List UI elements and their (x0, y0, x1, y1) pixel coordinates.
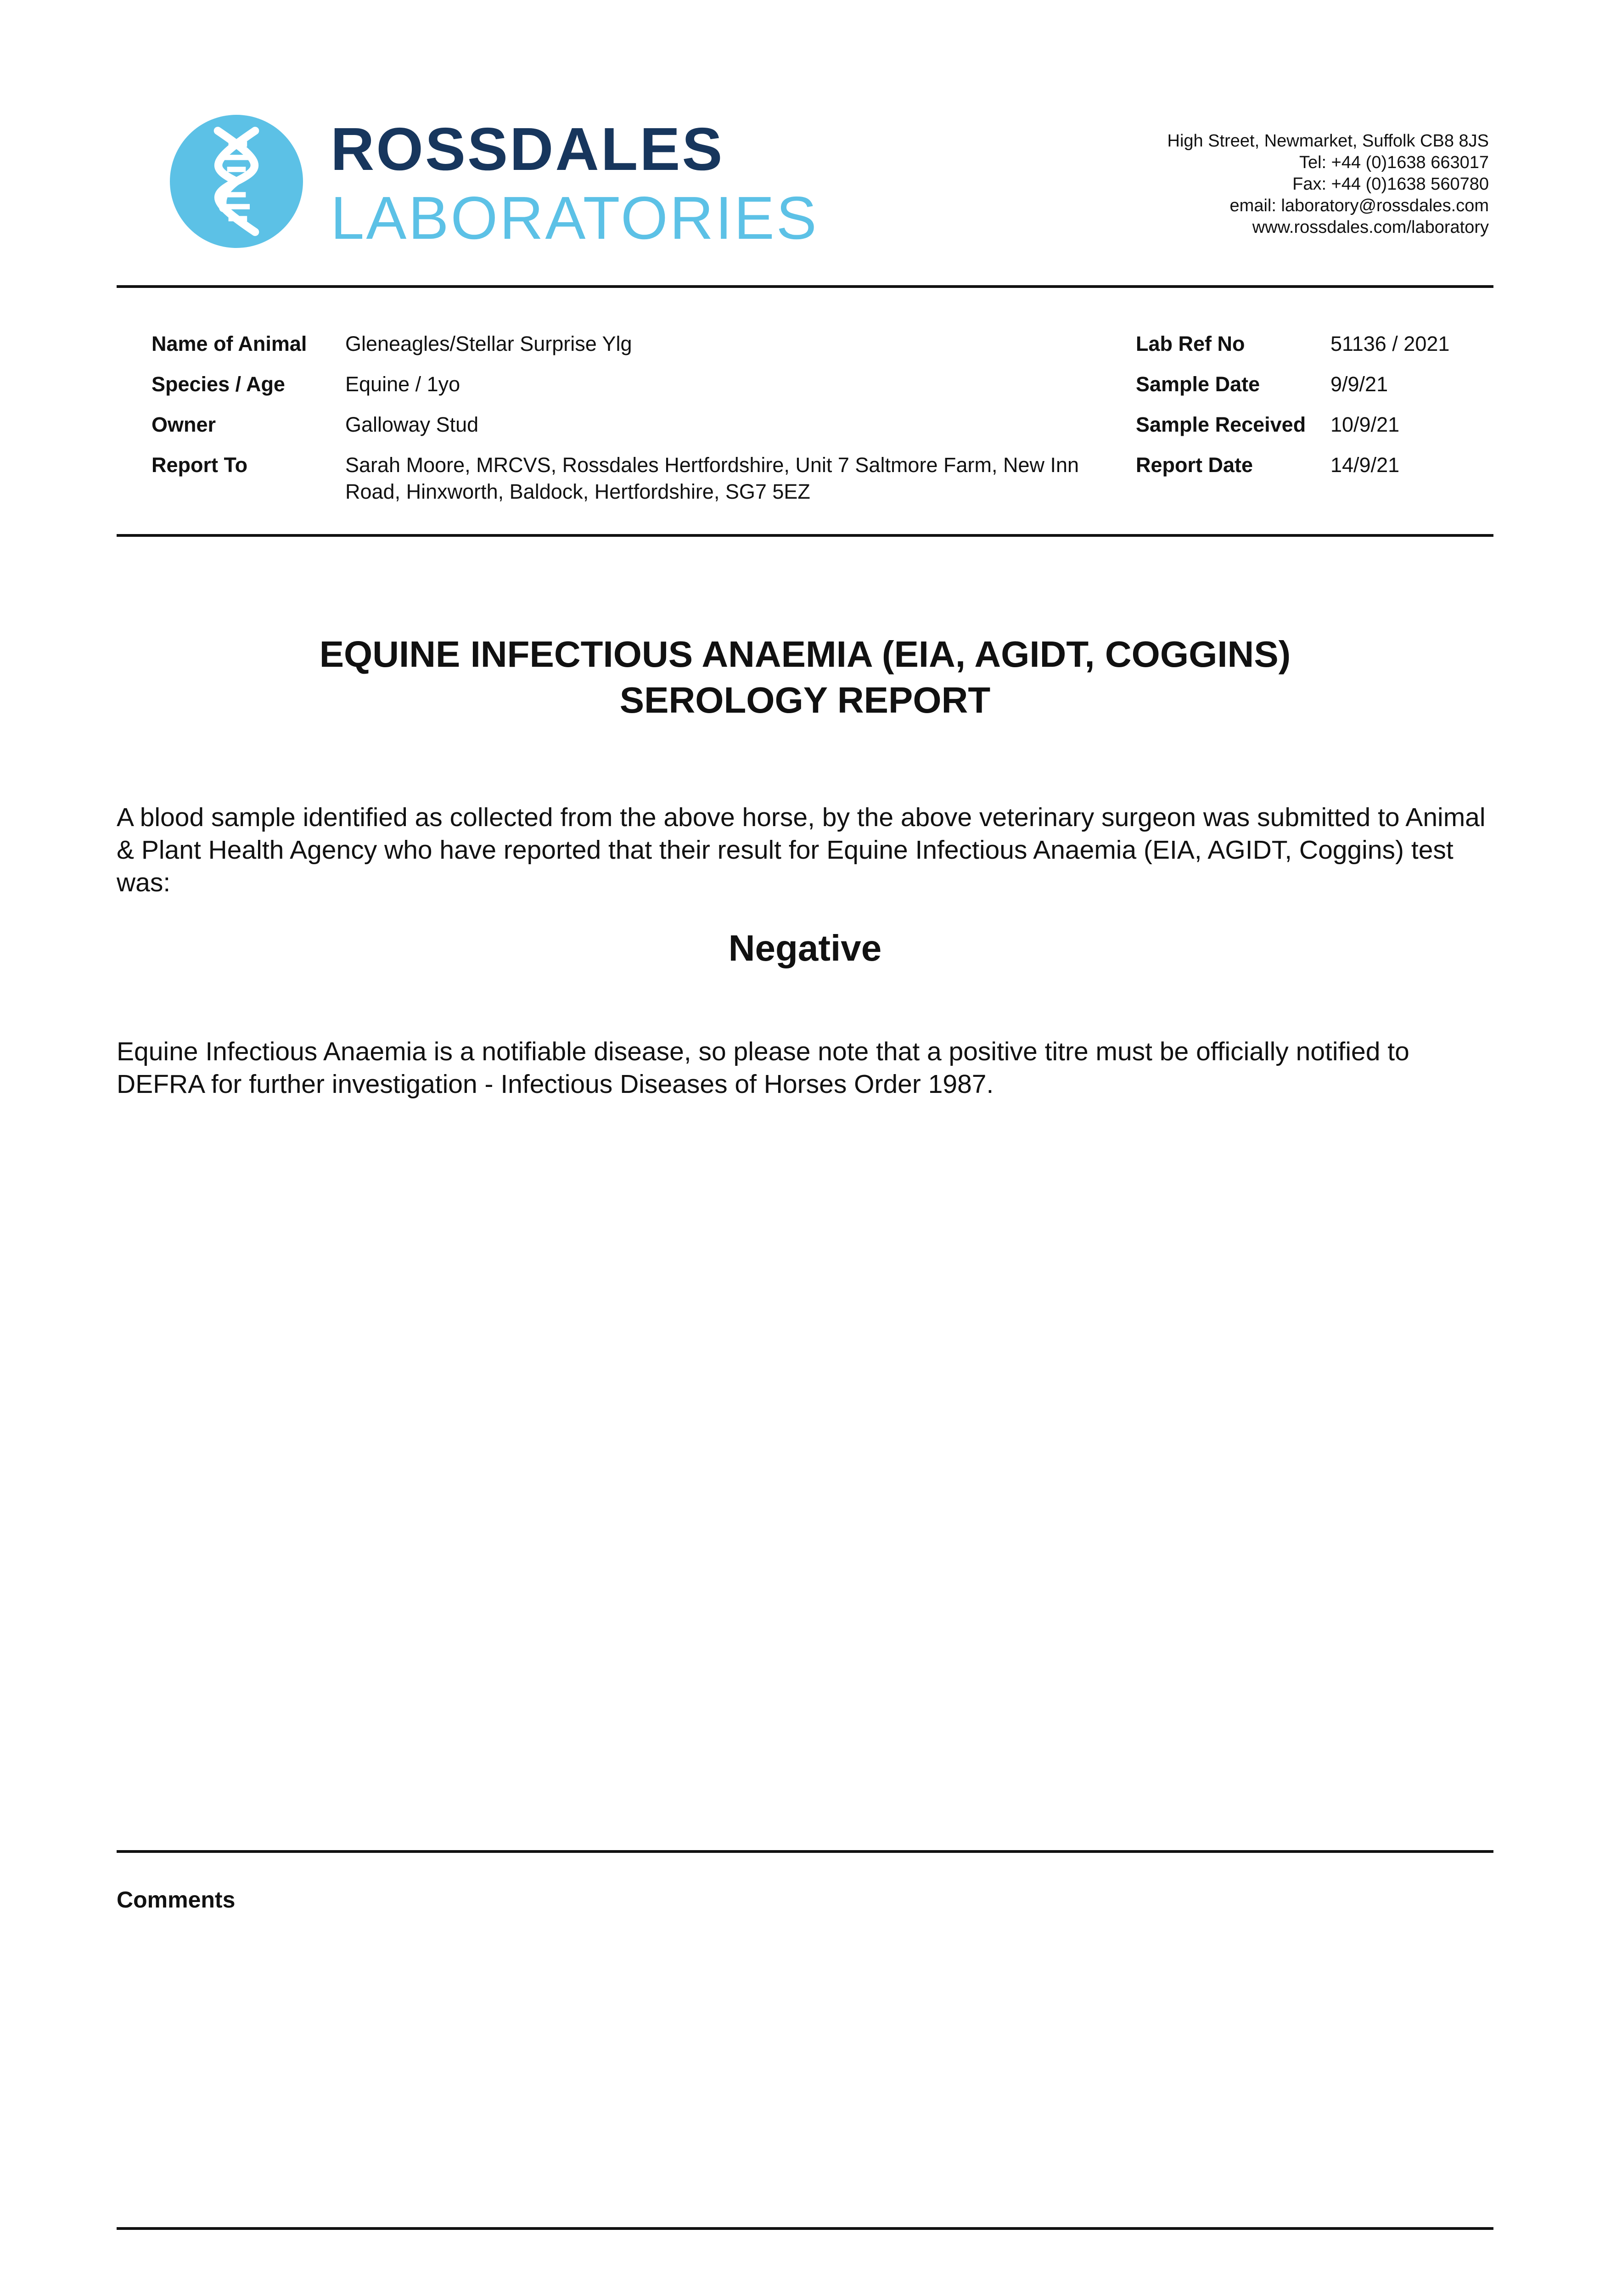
detail-label: Sample Received (1136, 413, 1306, 436)
detail-row-species (152, 371, 1120, 411)
address-website: www.rossdales.com/laboratory (1252, 218, 1489, 237)
detail-row-name (152, 331, 1120, 371)
brand-wordmark (331, 115, 819, 253)
brand-name: ROSSDALES (331, 115, 724, 183)
detail-label: Report Date (1136, 453, 1253, 477)
footer-divider (117, 2227, 1493, 2230)
detail-label: Name of Animal (152, 332, 307, 355)
animal-details (152, 331, 1120, 505)
report-intro: A blood sample identified as collected from the above horse, by the above veterinary surgeon was submitted to Animal & Plant Health Agency who have reported that their result for Equine Infectious Anaemia (EIA, AGIDT, Coggins) test was: (117, 803, 1486, 897)
detail-label: Sample Date (1136, 372, 1260, 396)
report-title (117, 631, 1493, 723)
address-email: email: laboratory@rossdales.com (1229, 196, 1489, 215)
detail-row-report-to (152, 452, 1120, 505)
detail-value: 51136 / 2021 (1330, 332, 1450, 355)
address-fax: Fax: +44 (0)1638 560780 (1292, 174, 1489, 194)
detail-value: Sarah Moore, MRCVS, Rossdales Hertfordshire, Unit 7 Saltmore Farm, New Inn Road, Hinxworth, Baldock, Hertfordshire, SG7 5EZ (345, 453, 1079, 503)
address-street: High Street, Newmarket, Suffolk CB8 8JS (1167, 131, 1489, 151)
lab-address (1167, 130, 1489, 238)
comments-label: Comments (117, 1887, 236, 1913)
detail-row-lab-ref (1136, 331, 1485, 371)
detail-value: Equine / 1yo (345, 372, 460, 396)
details-divider (117, 534, 1493, 537)
detail-value: 10/9/21 (1330, 413, 1400, 436)
detail-label: Report To (152, 453, 248, 477)
test-result: Negative (728, 928, 882, 968)
comments-divider (117, 1850, 1493, 1853)
detail-label: Species / Age (152, 372, 285, 396)
detail-value: Galloway Stud (345, 413, 479, 436)
address-tel: Tel: +44 (0)1638 663017 (1299, 153, 1489, 172)
detail-row-owner (152, 411, 1120, 452)
detail-label: Owner (152, 413, 216, 436)
detail-value: 9/9/21 (1330, 372, 1388, 396)
dna-helix-logo (170, 115, 303, 248)
detail-row-report-date (1136, 452, 1485, 492)
report-title-line1: EQUINE INFECTIOUS ANAEMIA (EIA, AGIDT, COGGINS) (319, 634, 1291, 675)
detail-label: Lab Ref No (1136, 332, 1245, 355)
detail-value: Gleneagles/Stellar Surprise Ylg (345, 332, 632, 355)
detail-row-sample-received (1136, 411, 1485, 452)
brand-subtitle: LABORATORIES (331, 184, 819, 252)
detail-value: 14/9/21 (1330, 453, 1400, 477)
header-divider (117, 285, 1493, 288)
detail-row-sample-date (1136, 371, 1485, 411)
report-title-line2: SEROLOGY REPORT (619, 680, 991, 720)
lab-details (1136, 331, 1485, 492)
report-note: Equine Infectious Anaemia is a notifiable disease, so please note that a positive titre must be officially notified to DEFRA for further investigation - Infectious Diseases of Horses Order 1987. (117, 1037, 1409, 1099)
